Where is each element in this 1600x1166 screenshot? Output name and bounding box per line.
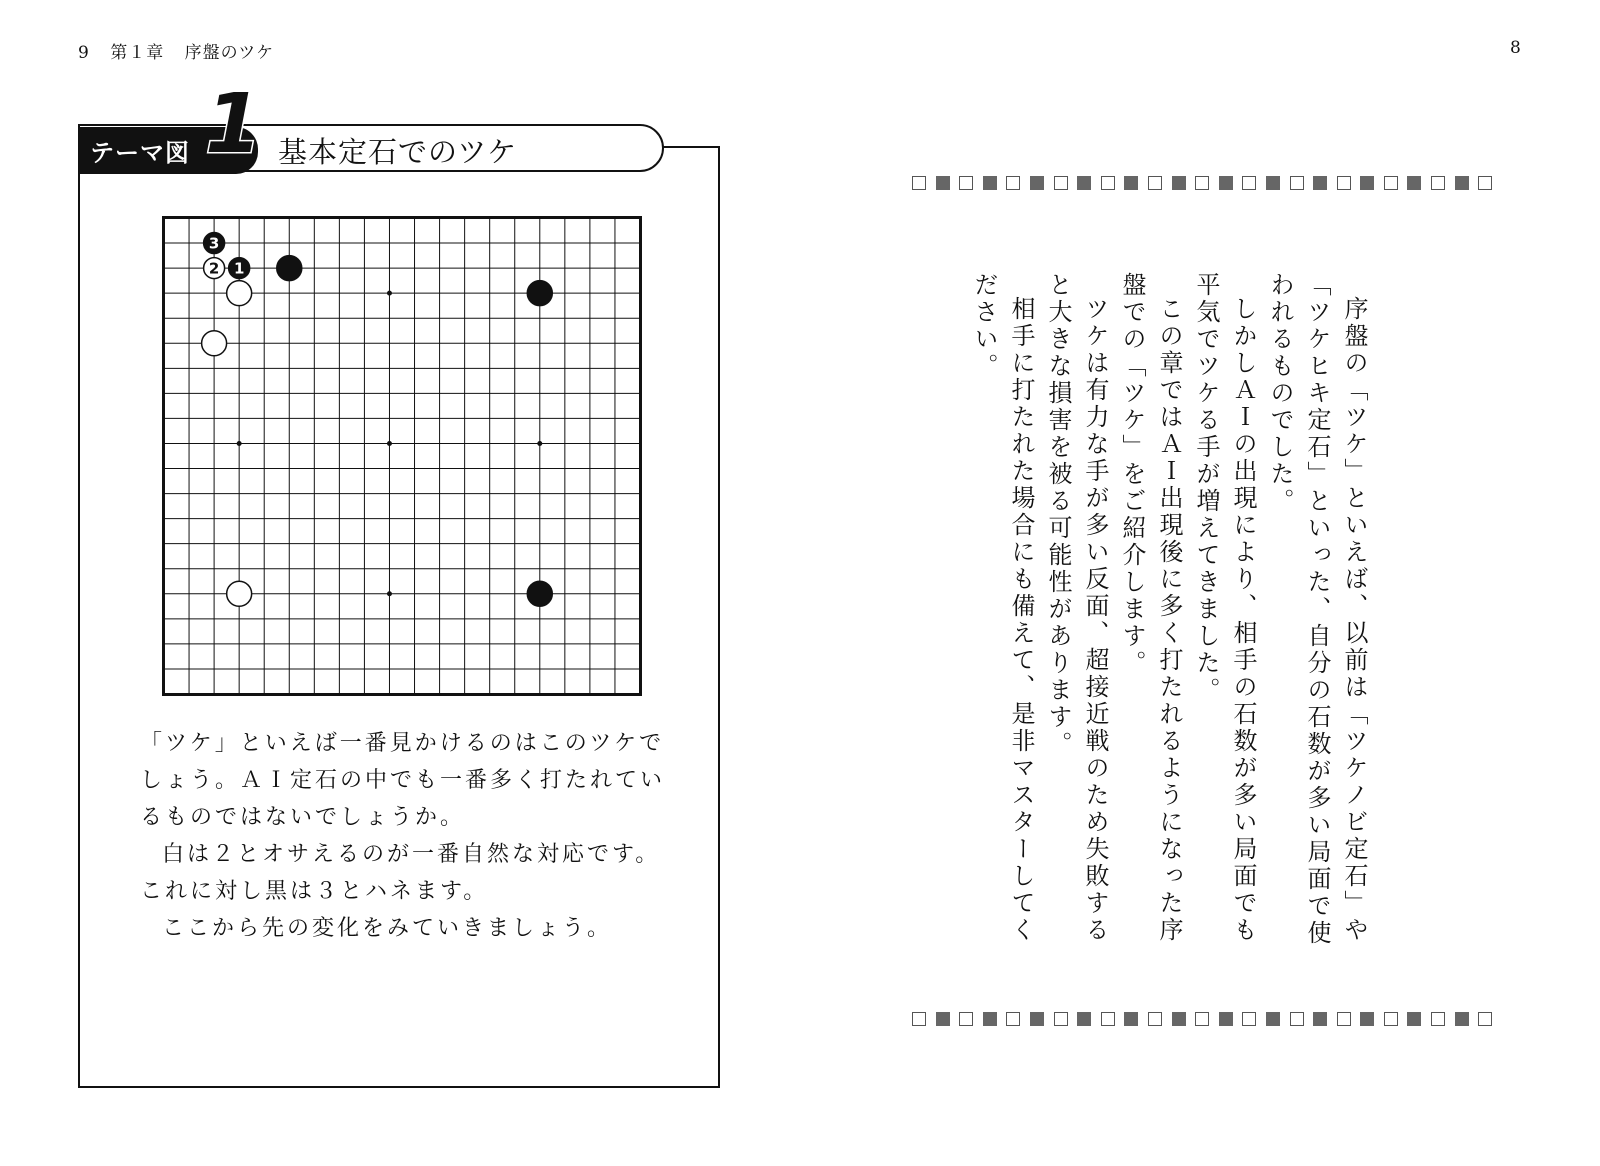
theme-label: テーマ図 — [90, 139, 190, 167]
ornament-square — [1077, 1012, 1091, 1026]
ornament-square — [936, 176, 950, 190]
ornament-square — [1478, 1012, 1492, 1026]
ornament-square — [1101, 1012, 1115, 1026]
ornament-square — [983, 176, 997, 190]
ornament-square — [912, 176, 926, 190]
ornament-square — [1290, 1012, 1304, 1026]
ornament-square — [1431, 1012, 1445, 1026]
ornament-square — [1006, 176, 1020, 190]
left-page-number: 9 — [78, 43, 90, 63]
ornament-square — [1195, 1012, 1209, 1026]
ornament-square — [1124, 176, 1138, 190]
ornament-square — [1384, 1012, 1398, 1026]
ornament-square — [1054, 176, 1068, 190]
white-stone — [227, 281, 252, 306]
intro-paragraph: しかしＡＩの出現により、相手の石数が多い局面でも平気でツケる手が増えてきました。 — [1192, 272, 1257, 944]
ornament-square — [1455, 1012, 1469, 1026]
ornament-row-top — [912, 176, 1492, 190]
ornament-square — [1313, 1012, 1327, 1026]
hoshi-point — [237, 441, 242, 446]
ornament-square — [1242, 1012, 1256, 1026]
theme-title: 基本定石でのツケ — [278, 135, 518, 169]
ornament-square — [1407, 176, 1421, 190]
ornament-square — [1266, 176, 1280, 190]
ornament-square — [1431, 176, 1445, 190]
black-stone — [527, 581, 552, 606]
ornament-square — [1172, 176, 1186, 190]
theme-number: 1 — [205, 77, 263, 172]
ornament-square — [1148, 176, 1162, 190]
ornament-square — [1360, 176, 1374, 190]
ornament-square — [1360, 1012, 1374, 1026]
running-header-left — [78, 38, 288, 63]
ornament-square — [983, 1012, 997, 1026]
white-stone — [202, 331, 227, 356]
ornament-square — [1054, 1012, 1068, 1026]
ornament-square — [1030, 1012, 1044, 1026]
ornament-square — [1407, 1012, 1421, 1026]
ornament-square — [1242, 176, 1256, 190]
ornament-square — [1077, 176, 1091, 190]
hoshi-point — [387, 291, 392, 296]
black-stone — [527, 281, 552, 306]
hoshi-point — [537, 441, 542, 446]
ornament-square — [1290, 176, 1304, 190]
intro-paragraph: 相手に打たれた場合にも備えて、是非マスターしてください。 — [970, 272, 1035, 944]
move-number-label: 3 — [208, 234, 220, 253]
ornament-square — [959, 1012, 973, 1026]
hoshi-point — [387, 441, 392, 446]
chapter-intro-text — [965, 272, 1372, 962]
ornament-square — [1148, 1012, 1162, 1026]
ornament-square — [1337, 1012, 1351, 1026]
white-stone — [227, 581, 252, 606]
commentary-paragraph: 白は２とオサえるのが一番自然な対応です。これに対し黒は３とハネます。 — [140, 842, 661, 904]
intro-paragraph: この章ではＡＩ出現後に多く打たれるようになった序盤での「ツケ」をご紹介します。 — [1118, 272, 1183, 944]
panel-top-rule — [662, 146, 720, 148]
go-board — [162, 216, 642, 696]
ornament-square — [936, 1012, 950, 1026]
ornament-square — [1030, 176, 1044, 190]
commentary-paragraph: 「ツケ」といえば一番見かけるのはこのツケでしょう。ＡＩ定石の中でも一番多く打たれているものではないでしょうか。 — [140, 731, 666, 830]
ornament-square — [1124, 1012, 1138, 1026]
ornament-square — [1266, 1012, 1280, 1026]
ornament-square — [1172, 1012, 1186, 1026]
ornament-square — [1195, 176, 1209, 190]
commentary-text — [140, 725, 680, 947]
ornament-square — [912, 1012, 926, 1026]
ornament-square — [959, 176, 973, 190]
commentary-paragraph: ここから先の変化をみていきましょう。 — [162, 916, 613, 941]
intro-paragraph: ツケは有力な手が多い反面、超接近戦のため失敗すると大きな損害を被る可能性があります。 — [1044, 272, 1109, 944]
ornament-row-bottom — [912, 1012, 1492, 1026]
ornament-square — [1455, 176, 1469, 190]
black-stone — [277, 256, 302, 281]
ornament-square — [1219, 1012, 1233, 1026]
ornament-square — [1313, 176, 1327, 190]
move-number-label: 2 — [208, 259, 220, 278]
right-page-number: 8 — [1510, 38, 1522, 58]
move-number-label: 1 — [233, 259, 245, 278]
intro-paragraph: 序盤の「ツケ」といえば、以前は「ツケノビ定石」や「ツケヒキ定石」といった、自分の石数が多い局面で使われるものでした。 — [1266, 272, 1368, 947]
ornament-square — [1219, 176, 1233, 190]
ornament-square — [1337, 176, 1351, 190]
ornament-square — [1478, 176, 1492, 190]
ornament-square — [1384, 176, 1398, 190]
hoshi-point — [387, 591, 392, 596]
ornament-square — [1006, 1012, 1020, 1026]
chapter-title: 序盤のツケ — [184, 43, 275, 63]
chapter-number: 第１章 — [110, 43, 165, 63]
ornament-square — [1101, 176, 1115, 190]
